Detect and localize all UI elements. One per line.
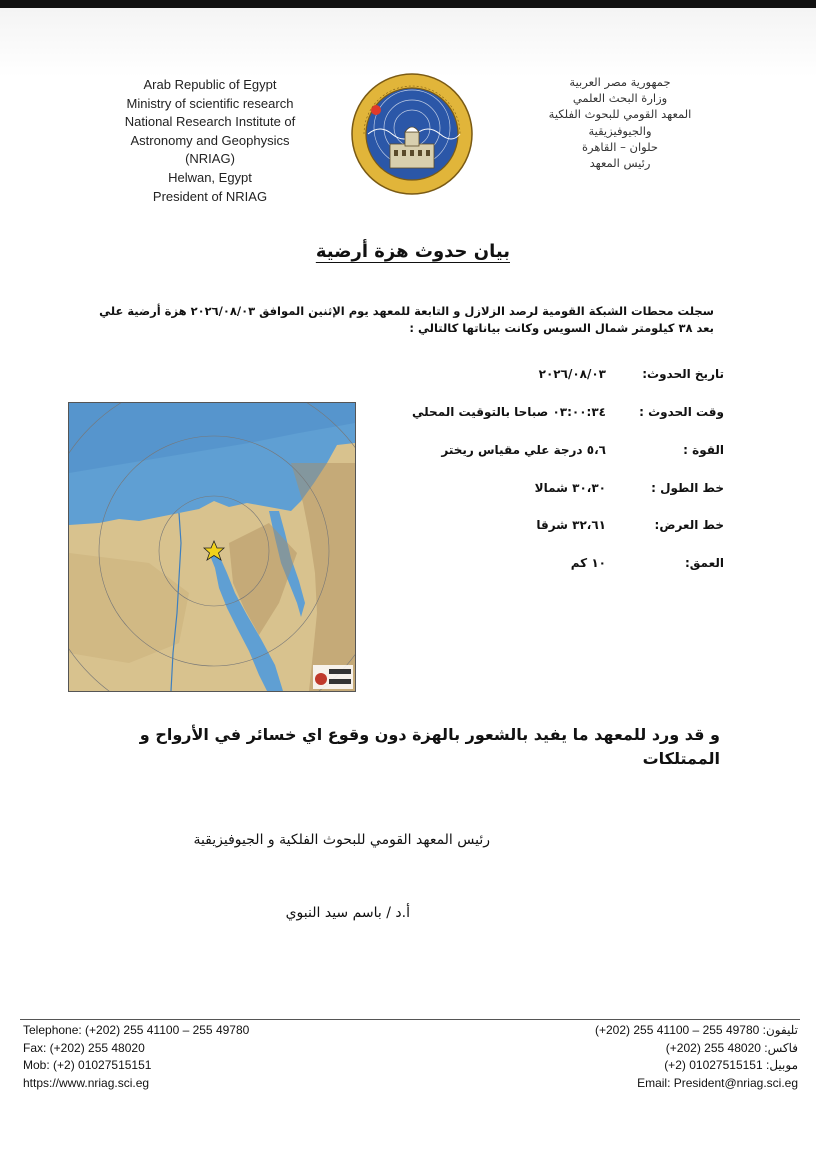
csem-emsc-logo [313, 665, 353, 689]
footer-mobile: Mob: (+2) 01027515151 [23, 1058, 152, 1072]
header-ar-line: حلوان – القاهرة [581, 139, 658, 154]
detail-value-time: ٠٣:٠٠:٣٤ صباحا بالتوقيت المحلي [412, 405, 606, 419]
footer-english [23, 1022, 323, 1092]
nriag-logo [350, 72, 474, 196]
header-ar-line: رئيس المعهد [589, 156, 651, 171]
detail-value-latitude: ٣٢،٦١ شرقا [536, 518, 606, 532]
footer-telephone: Telephone: (+202) 255 41100 – 255 49780 [23, 1023, 250, 1037]
document-title-text: بيان حدوث هزة أرضية [315, 241, 510, 262]
intro-line: سجلت محطات الشبكة القومية لرصد الزلازل و التابعة للمعهد يوم الإثنين الموافق ٢٠٢٦/٠٨/٠٣ هزة أرضية علي [99, 304, 714, 318]
detail-label-time: وقت الحدوث : [639, 405, 724, 419]
header-arabic [535, 74, 705, 171]
header-en-line: Arab Republic of Egypt [143, 77, 277, 92]
intro-paragraph [100, 303, 714, 337]
detail-value-longitude: ٣٠،٣٠ شمالا [534, 481, 606, 495]
detail-label-magnitude: القوة : [683, 443, 724, 457]
header-en-line: (NRIAG) [185, 151, 235, 167]
header-english [95, 76, 325, 206]
notice-paragraph: و قد ورد للمعهد ما يفيد بالشعور بالهزة دون وقوع اي خسائر في الأرواح و الممتلكات [139, 725, 720, 768]
header-en-line: Ministry of scientific research [126, 95, 294, 111]
header-ar-line: والجيوفيزيقية [588, 123, 652, 138]
epicenter-map [68, 402, 356, 692]
detail-value-depth: ١٠ كم [570, 556, 606, 570]
footer-divider [20, 1019, 800, 1020]
document-title [250, 241, 510, 262]
header-en-line: Astronomy and Geophysics [130, 132, 290, 148]
header-en-line: National Research Institute of [124, 114, 296, 130]
header-ar-line: المعهد القومي للبحوث الفلكية [548, 107, 692, 122]
footer-website-link[interactable]: https://www.nriag.sci.eg [23, 1075, 150, 1090]
signature-name: أ.د / باسم سيد النبوي [285, 905, 410, 921]
detail-label-latitude: خط العرض: [654, 518, 724, 532]
footer-email-link[interactable]: Email: President@nriag.sci.eg [637, 1075, 798, 1090]
detail-label-date: تاريخ الحدوث: [642, 367, 724, 381]
intro-line: بعد ٣٨ كيلومتر شمال السويس وكانت بياناتها كالتالي : [409, 321, 714, 335]
top-edge [0, 0, 816, 8]
footer-mobile-ar: موبيل: 01027515151 (2+) [664, 1058, 798, 1072]
footer-fax: Fax: (+202) 255 48020 [23, 1040, 145, 1055]
footer-telephone-ar: تليفون: 49780 255 – 41100 255 (202+) [594, 1023, 798, 1037]
header-en-line: Helwan, Egypt [168, 169, 252, 185]
detail-label-longitude: خط الطول : [651, 481, 724, 495]
detail-value-magnitude: ٥،٦ درجة علي مقياس ريختر [441, 443, 606, 457]
detail-value-date: ٢٠٢٦/٠٨/٠٣ [538, 367, 606, 381]
detail-label-depth: العمق: [684, 556, 724, 570]
signature-title: رئيس المعهد القومي للبحوث الفلكية و الجيوفيزيقية [193, 832, 490, 848]
footer-fax-ar: فاكس: 48020 255 (202+) [665, 1040, 798, 1055]
footer-arabic [478, 1022, 798, 1092]
header-ar-line: وزارة البحث العلمي [572, 91, 668, 106]
header-en-line: President of NRIAG [152, 188, 268, 204]
header-ar-line: جمهورية مصر العربية [569, 75, 671, 89]
